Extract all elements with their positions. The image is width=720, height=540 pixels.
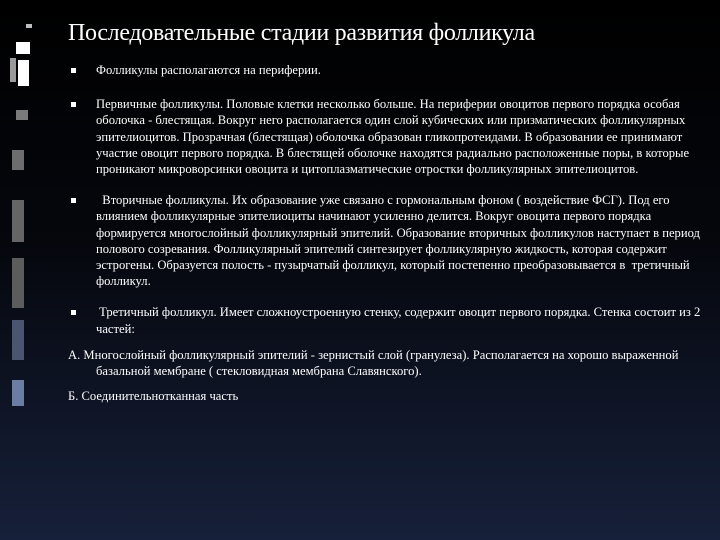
bullet-item <box>68 304 704 336</box>
decorative-sidebar <box>0 0 40 540</box>
bullet-text: Третичный фолликул. Имеет сложноустроенную стенку, содержит овоцит первого порядка. Стенка состоит из 2 частей: <box>96 305 704 336</box>
bullet-text: Фолликулы располагаются на периферии. <box>96 63 321 77</box>
bullet-square-icon <box>71 198 76 203</box>
bullet-square-icon <box>71 310 76 315</box>
deco-bar <box>16 42 30 54</box>
deco-bar <box>16 110 28 120</box>
deco-bar <box>18 60 29 86</box>
deco-bar <box>12 320 24 360</box>
deco-bar <box>26 24 32 28</box>
deco-bar <box>12 150 24 170</box>
bullet-square-icon <box>71 102 76 107</box>
bullet-square-icon <box>71 68 76 73</box>
bullet-item <box>68 192 704 289</box>
paragraph-a: А. Многослойный фолликулярный эпителий - зернистый слой (гранулеза). Располагается на хорошо выраженной базальной мембране ( стекловидная мембрана Славянского). <box>68 347 679 379</box>
deco-bar <box>12 200 24 242</box>
deco-bar <box>10 58 16 82</box>
bullet-item <box>68 62 704 78</box>
slide-title: Последовательные стадии развития фолликула <box>68 20 535 46</box>
bullet-text: Первичные фолликулы. Половые клетки несколько больше. На периферии овоцитов первого порядка особая оболочка - блестящая. Вокруг него располагается один слой кубических или призматических фолликулярных эпителиоцитов. Прозрачная (блестящая) оболочка образован гликопротеидами. В образовании ее принимают участие овоцит первого порядка. В блестящей оболочке находятся радиально расположенные поры, в которые проникают микроворсинки овоцита и цитоплазматические отростки фолликулярных эпителиоцитов. <box>96 97 693 177</box>
bullet-text: Вторичные фолликулы. Их образование уже связано с гормональным фоном ( воздействие ФСГ). Под его влиянием фолликулярные эпителиоциты начинают усиленно делится. Вокруг овоцита первого порядка формируется многослойный фолликулярный эпителий. Образование вторичных фолликулов наступает в период полового созревания. Фолликулярный эпителий синтезирует фолликулярную жидкость, которая содержит эстрогены. Образуется полость - пузырчатый фолликул, который постепенно преобразовывается в третичный фолликул. <box>96 193 704 289</box>
deco-bar <box>12 258 24 308</box>
bullet-item <box>68 96 704 177</box>
paragraph-b: Б. Соединительнотканная часть <box>68 389 239 404</box>
deco-bar <box>12 380 24 406</box>
slide-content <box>68 62 704 413</box>
